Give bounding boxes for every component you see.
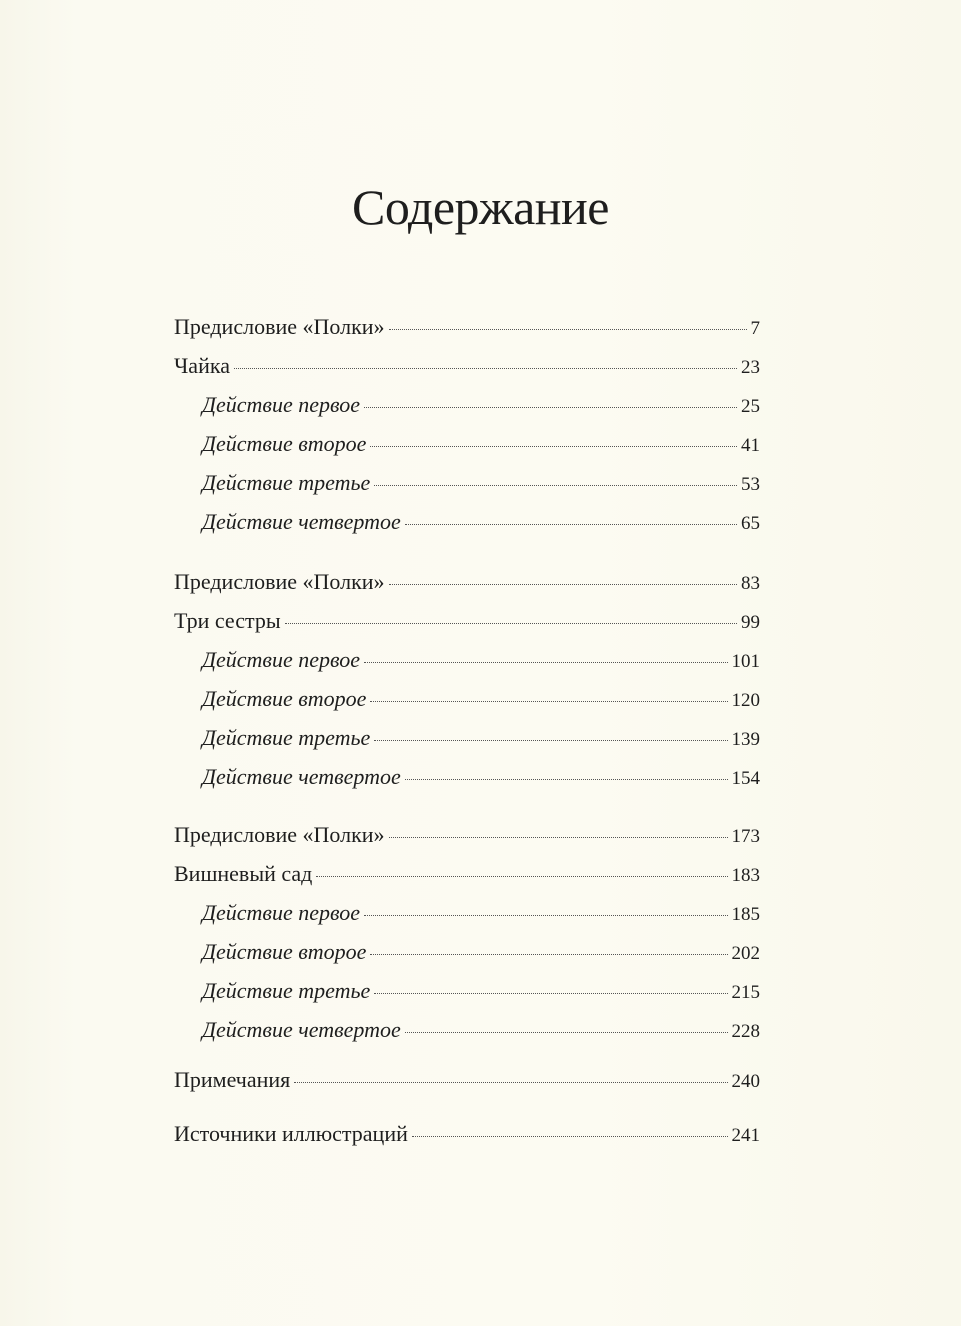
toc-leader-dots	[389, 329, 747, 330]
toc-leader-dots	[389, 837, 728, 838]
toc-leader-dots	[364, 662, 727, 663]
toc-page-number: 25	[741, 396, 760, 417]
toc-entry-label: Действие второе	[202, 431, 367, 456]
toc-page-number: 41	[741, 435, 760, 456]
toc-page-number: 173	[731, 826, 760, 847]
toc-page-number: 228	[731, 1021, 760, 1042]
toc-leader-dots	[294, 1082, 727, 1083]
toc-entry	[174, 1121, 760, 1149]
toc-page-number: 23	[741, 357, 760, 378]
toc-entry	[174, 1067, 760, 1095]
toc-page-number: 99	[741, 612, 760, 633]
toc-page-number: 183	[731, 865, 760, 886]
toc-entry-label: Примечания	[174, 1067, 291, 1092]
toc-leader-dots	[316, 876, 727, 877]
toc-leader-dots	[405, 779, 728, 780]
toc-leader-dots	[374, 993, 727, 994]
toc-entry	[202, 725, 760, 753]
toc-page-number: 185	[731, 904, 760, 925]
toc-entry	[202, 470, 760, 498]
toc-leader-dots	[412, 1136, 728, 1137]
toc-entry	[174, 353, 760, 381]
toc-entry	[202, 392, 760, 420]
toc-entry-label: Действие четвертое	[202, 1017, 401, 1042]
toc-entry-label: Действие первое	[202, 900, 361, 925]
toc-page-number: 65	[741, 513, 760, 534]
toc-entry	[174, 608, 760, 636]
toc-entry-label: Предисловие «Полки»	[174, 569, 385, 594]
toc-page-number: 53	[741, 474, 760, 495]
toc-entry-label: Действие четвертое	[202, 509, 401, 534]
toc-entry	[202, 939, 760, 967]
toc-leader-dots	[370, 954, 727, 955]
toc-entry-label: Источники иллюстраций	[174, 1121, 408, 1146]
toc-entry	[202, 764, 760, 792]
toc-entry-label: Вишневый сад	[174, 861, 313, 886]
page-title: Содержание	[352, 179, 609, 235]
toc-entry	[202, 978, 760, 1006]
toc-entry-label: Действие первое	[202, 392, 361, 417]
toc-leader-dots	[364, 915, 727, 916]
toc-leader-dots	[405, 1032, 728, 1033]
toc-page-number: 202	[731, 943, 760, 964]
toc-leader-dots	[370, 701, 727, 702]
toc-entry-label: Действие третье	[202, 470, 371, 495]
toc-entry	[202, 1017, 760, 1045]
toc-leader-dots	[374, 485, 737, 486]
toc-page-number: 83	[741, 573, 760, 594]
toc-entry-label: Чайка	[174, 353, 230, 378]
toc-entry	[202, 647, 760, 675]
toc-entry-label: Действие третье	[202, 725, 371, 750]
toc-entry	[202, 686, 760, 714]
toc-page-number: 120	[731, 690, 760, 711]
toc-entry	[174, 569, 760, 597]
toc-entry-label: Действие четвертое	[202, 764, 401, 789]
toc-leader-dots	[364, 407, 737, 408]
toc-entry	[202, 509, 760, 537]
toc-entry	[174, 822, 760, 850]
toc-entry-label: Предисловие «Полки»	[174, 314, 385, 339]
toc-entry-label: Действие второе	[202, 686, 367, 711]
toc-leader-dots	[370, 446, 737, 447]
toc-leader-dots	[285, 623, 737, 624]
toc-page-number: 154	[731, 768, 760, 789]
toc-page-number: 101	[731, 651, 760, 672]
toc-page-number: 215	[731, 982, 760, 1003]
toc-page-number: 139	[731, 729, 760, 750]
toc-entry-label: Действие первое	[202, 647, 361, 672]
toc-entry-label: Действие третье	[202, 978, 371, 1003]
toc-entry	[202, 431, 760, 459]
toc-entry-label: Предисловие «Полки»	[174, 822, 385, 847]
toc-page-number: 7	[750, 318, 760, 339]
toc-page-number: 240	[731, 1071, 760, 1092]
toc-entry	[174, 314, 760, 342]
toc-entry-label: Действие второе	[202, 939, 367, 964]
toc-entry	[202, 900, 760, 928]
toc-entry-label: Три сестры	[174, 608, 281, 633]
toc-leader-dots	[374, 740, 727, 741]
toc-leader-dots	[389, 584, 737, 585]
toc-leader-dots	[234, 368, 737, 369]
toc-leader-dots	[405, 524, 737, 525]
toc-entry	[174, 861, 760, 889]
toc-page-number: 241	[731, 1125, 760, 1146]
